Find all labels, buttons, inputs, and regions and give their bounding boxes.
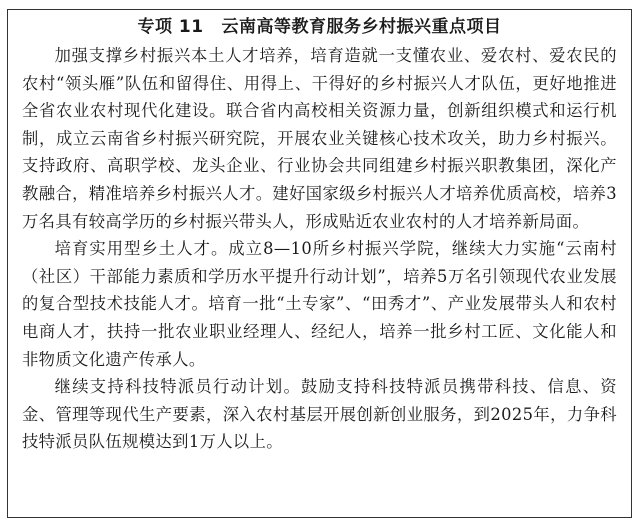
paragraph-practical-talent: 培育实用型乡土人才。成立8—10所乡村振兴学院，继续大力实施“云南村（社区）干部能力素质和学历水平提升行动计划”，培养5万名引领现代农业发展的复合型技术技能人才。培育一批“土专家”、“田秀才”、产业发展带头人和农村电商人才，扶持一批农业职业经理人、经纪人，培养一批乡村工匠、文化能人和非物质文化遗产传承人。 <box>22 239 617 369</box>
project-number: 专项 11 <box>137 17 204 37</box>
paragraph-talent-cultivation: 加强支撑乡村振兴本土人才培养，培育造就一支懂农业、爱农村、爱农民的农村“领头雁”队伍和留得住、用得上、干得好的乡村振兴人才队伍，更好地推进全省农业农村现代化建设。联合省内高校相关资源力量，创新组织模式和运行机制，成立云南省乡村振兴研究院，开展农业关键核心技术攻关，助力乡村振兴。支持政府、高职学校、龙头企业、行业协会共同组建乡村振兴职教集团，深化产教融合，精准培养乡村振兴人才。建好国家级乡村振兴人才培养优质高校，培养3万名具有较高学历的乡村振兴带头人，形成贴近农业农村的人才培养新局面。 <box>22 46 617 231</box>
paragraph-science-commissioner: 继续支持科技特派员行动计划。鼓励支持科技特派员携带科技、信息、资金、管理等现代生产要素，深入农村基层开展创新创业服务，到2025年，力争科技特派员队伍规模达到1万人以上。 <box>22 377 617 452</box>
box-title <box>22 16 617 38</box>
project-title: 云南高等教育服务乡村振兴重点项目 <box>221 17 502 37</box>
project-box <box>7 9 632 518</box>
